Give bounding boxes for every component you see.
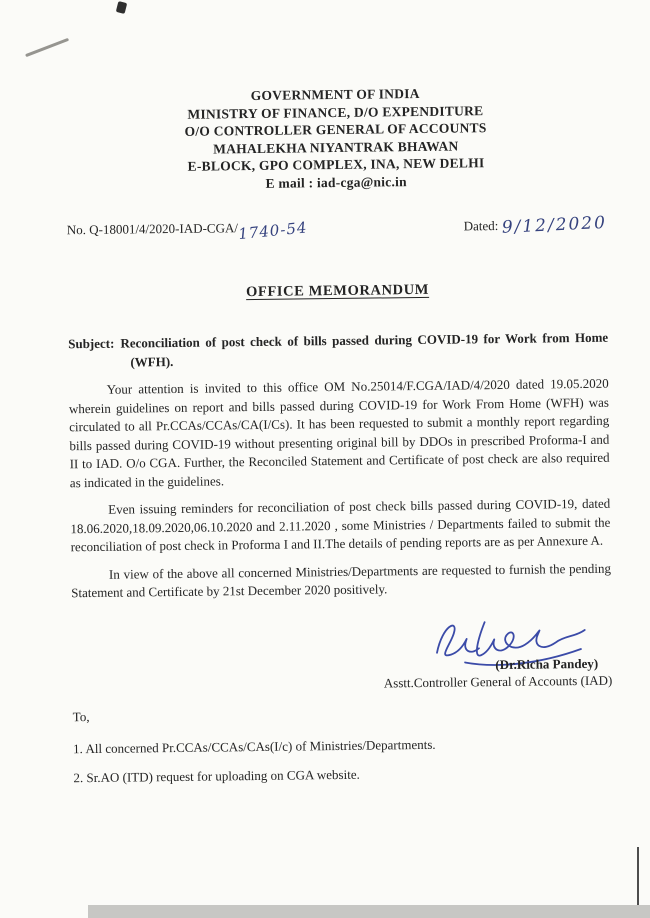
scan-artifact-edge-line [637, 847, 639, 905]
scan-artifact-bottom-bar [88, 905, 650, 918]
letterhead-line-govt: GOVERNMENT OF INDIA [250, 85, 420, 104]
letterhead-line-bhawan: MAHALEKHA NIYANTRAK BHAWAN [213, 137, 459, 156]
subject-line [68, 329, 608, 373]
signature-block [72, 610, 613, 695]
reference-number-printed: No. Q-18001/4/2020-IAD-CGA/ [66, 220, 239, 238]
reference-number [66, 217, 309, 244]
recipient-list [73, 734, 614, 786]
reference-number-handwritten: 1740-54 [237, 218, 309, 244]
signatory-name: (Dr.Richa Pandey) [495, 655, 599, 672]
body-paragraph-3: In view of the above all concerned Ministries/Departments are requested to furnish the pending Statement and Certificate by 21st December 2020 positively. [71, 560, 612, 601]
memo-content [64, 0, 614, 799]
letterhead-line-office: O/O CONTROLLER GENERAL OF ACCOUNTS [184, 120, 487, 139]
signatory-designation: Asstt.Controller General of Accounts (IAD) [383, 672, 613, 690]
subject-text: Reconciliation of post check of bills passed during COVID-19 for Work from Home (WFH). [120, 329, 609, 370]
body-paragraph-2: Even issuing reminders for reconciliation of post check bills passed during COVID-19, dated 18.06.2020,18.09.2020,06.10.2020 and 2.11.2020 , some Ministries / Departments failed to submit the reconciliation of post check in Proforma I and II.The details of pending reports are as per Annexure A. [70, 495, 611, 555]
scan-artifact-pen-stroke [25, 38, 69, 57]
letterhead-line-email: E mail : iad-cga@nic.in [265, 173, 407, 191]
letterhead [65, 83, 606, 195]
letterhead-line-ministry: MINISTRY OF FINANCE, D/O EXPENDITURE [187, 102, 484, 122]
subject-label: Subject: [68, 335, 115, 352]
recipient-item-2: 2. Sr.AO (ITD) request for uploading on CGA website. [73, 766, 360, 785]
date-field [464, 214, 607, 236]
letterhead-line-address: E-BLOCK, GPO COMPLEX, INA, NEW DELHI [187, 155, 485, 174]
date-label: Dated: [463, 218, 499, 234]
reference-row [66, 212, 608, 244]
body-paragraph-1: Your attention is invited to this office OM No.25014/F.CGA/IAD/4/2020 dated 19.05.2020 wherein guidelines on report and bills passed during COVID-19 for Work From Home (WFH) was circulated to all Pr.CCAs/CCAs/CA(I/Cs). It has been requested to submit a monthly report regarding bills passed during COVID-19 without presenting original bill by DDOs in prescribed Proforma-I and II to IAD. O/o CGA. Further, the Reconciled Statement and Certificate of post check are also required as indicated in the guidelines. [68, 375, 610, 490]
memo-title: OFFICE MEMORANDUM [245, 281, 430, 301]
date-handwritten: 9/12/2020 [501, 212, 608, 238]
to-label: To, [72, 708, 90, 724]
recipient-item-1: 1. All concerned Pr.CCAs/CCAs/CAs(I/c) of Ministries/Departments. [73, 736, 436, 756]
